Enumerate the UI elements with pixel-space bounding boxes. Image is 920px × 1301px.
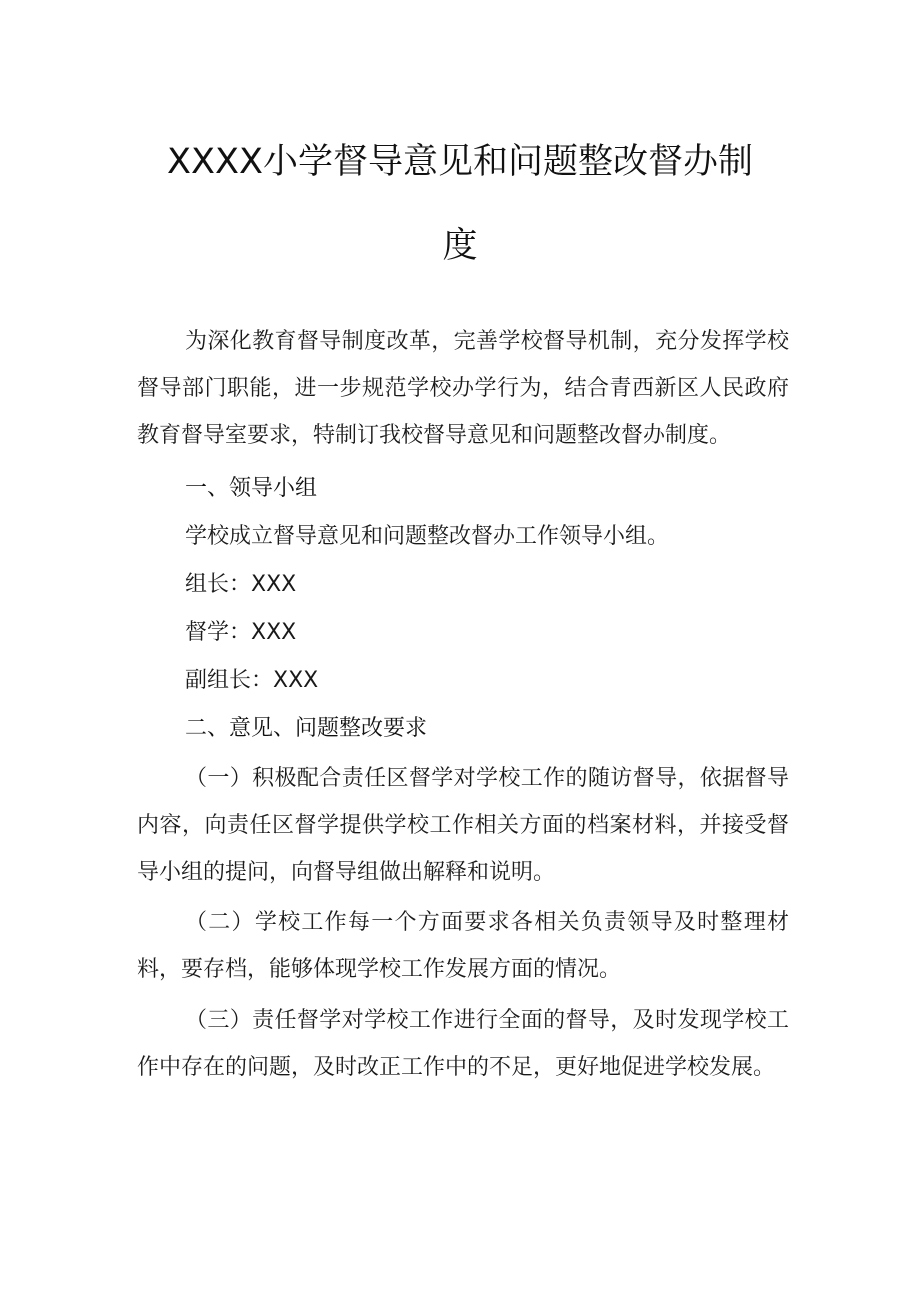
deputy-line [185, 666, 318, 696]
intro-paragraph: 为深化教育督导制度改革，完善学校督导机制，充分发挥学校督导部门职能，进一步规范学校办学行为，结合青西新区人民政府教育督导室要求，特制订我校督导意见和问题整改督办制度。 [137, 329, 789, 448]
section2-item1: （一）积极配合责任区督学对学校工作的随访督导，依据督导内容，向责任区督学提供学校工作相关方面的档案材料，并接受督导小组的提问，向督导组做出解释和说明。 [137, 766, 789, 885]
supervisor-line [185, 618, 296, 648]
section2-item3: （三）责任督学对学校工作进行全面的督导，及时发现学校工作中存在的问题，及时改正工作中的不足，更好地促进学校发展。 [137, 1008, 789, 1080]
leader-label: 组长： [185, 572, 252, 597]
section1-text: 学校成立督导意见和问题整改督办工作领导小组。 [185, 524, 670, 549]
leader-line [185, 570, 296, 600]
section1-heading: 一、领导小组 [185, 476, 318, 501]
deputy-name: XXX [273, 668, 319, 693]
supervisor-label: 督学： [185, 620, 252, 645]
supervisor-name: XXX [251, 620, 297, 645]
leader-name: XXX [251, 572, 297, 597]
section2-item2: （二）学校工作每一个方面要求各相关负责领导及时整理材料，要存档，能够体现学校工作发展方面的情况。 [137, 910, 789, 982]
deputy-label: 副组长： [185, 668, 274, 693]
document-title-line1: XXXX小学督导意见和问题整改督办制 [167, 142, 753, 182]
document-title-line2: 度 [442, 226, 478, 266]
section2-heading: 二、意见、问题整改要求 [185, 716, 428, 741]
